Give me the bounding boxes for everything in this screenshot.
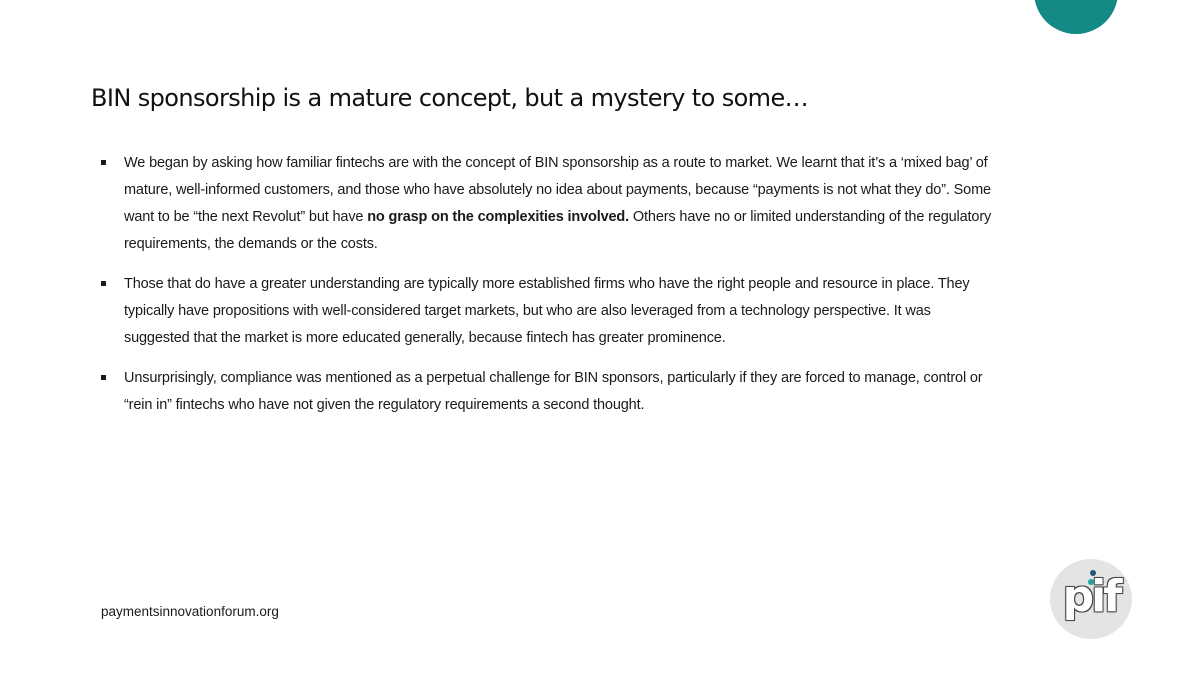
bullet-item-1 <box>100 150 1000 258</box>
bullet-3-text: Unsurprisingly, compliance was mentioned as a perpetual challenge for BIN sponsors, particularly if they are forced to manage, control or “rein in” fintechs who have not given the regulatory requirements a second thought. <box>124 370 983 413</box>
square-bullet-icon <box>101 281 106 286</box>
bullet-item-3 <box>100 365 1000 419</box>
bullet-item-2 <box>100 271 1000 352</box>
square-bullet-icon <box>101 160 106 165</box>
logo-text: pif <box>1062 571 1120 622</box>
bullet-1-text-after: Others have no or limited understanding of the regulatory requirements, the demands or the costs. <box>124 209 992 252</box>
footer-website-url: paymentsinnovationforum.org <box>101 604 279 619</box>
pif-logo-icon <box>1050 559 1132 639</box>
slide-title: BIN sponsorship is a mature concept, but a mystery to some… <box>91 84 809 112</box>
bullet-1-text-before: We began by asking how familiar fintechs are with the concept of BIN sponsorship as a route to market. We learnt that it’s a ‘mixed bag’ of mature, well-informed customers, and those who have absolutely no idea about payments, because “payments is not what they do”. Some want to be “the next Revolut” but have <box>124 155 991 225</box>
bullet-list <box>100 150 1000 419</box>
bullet-2-text: Those that do have a greater understanding are typically more established firms who have the right people and resource in place. They typically have propositions with well-considered target markets, but who are also leveraged from a technology perspective. It was suggested that the market is more educated generally, because fintech has greater prominence. <box>124 276 970 346</box>
bullet-1-bold-phrase: no grasp on the complexities involved. <box>367 209 630 225</box>
corner-decoration-circle <box>1034 0 1118 34</box>
square-bullet-icon <box>101 375 106 380</box>
